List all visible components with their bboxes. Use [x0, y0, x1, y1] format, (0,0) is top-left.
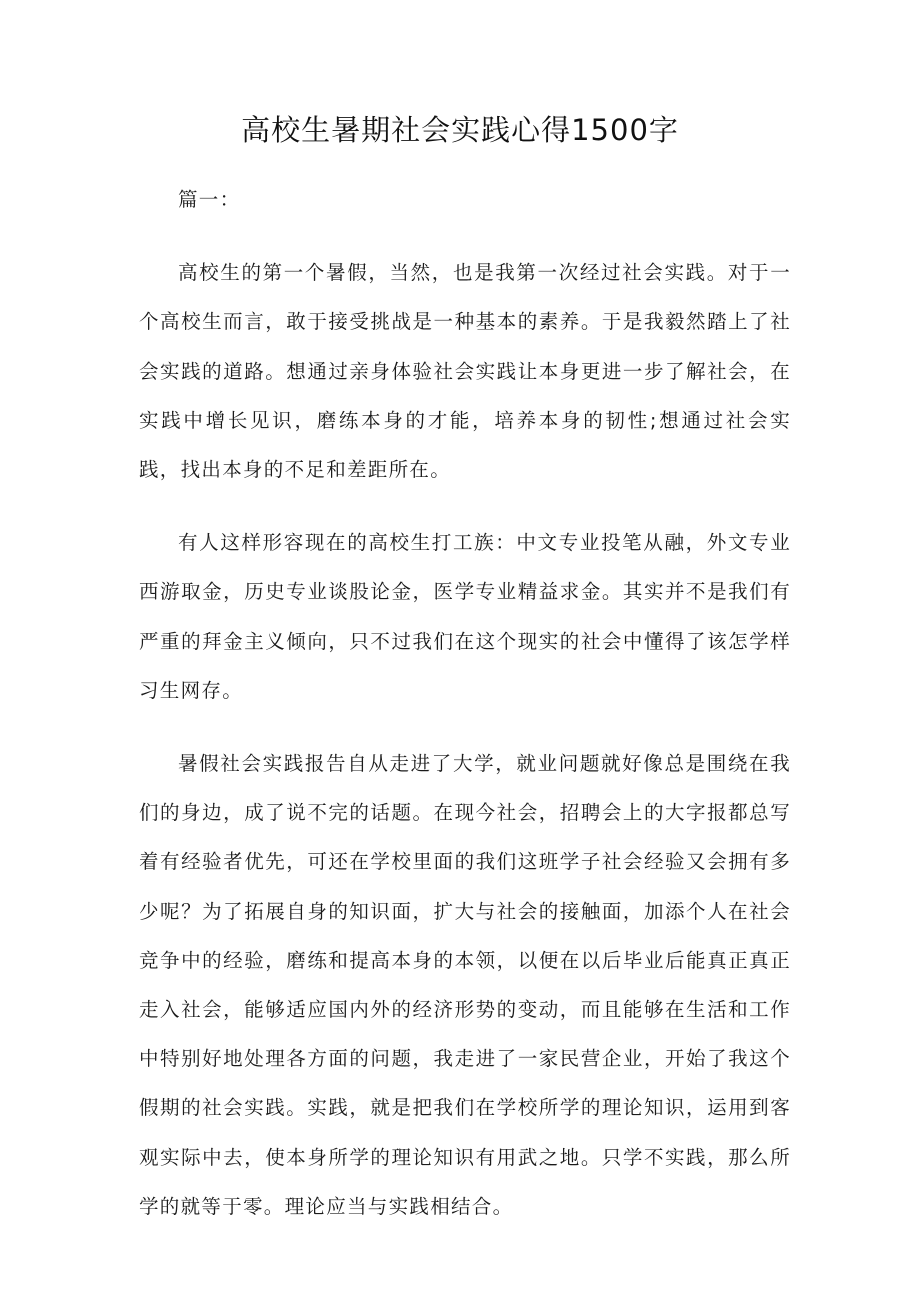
- paragraph: 高校生的第一个暑假，当然，也是我第一次经过社会实践。对于一个高校生而言，敢于接受挑战是一种基本的素养。于是我毅然踏上了社会实践的道路。想通过亲身体验社会实践让本身更进一步了解社会，在实践中增长见识，磨练本身的才能，培养本身的韧性;想通过社会实践，找出本身的不足和差距所在。: [139, 261, 791, 482]
- paragraph: 有人这样形容现在的高校生打工族：中文专业投笔从融，外文专业西游取金，历史专业谈股论金，医学专业精益求金。其实并不是我们有严重的拜金主义倾向，只不过我们在这个现实的社会中懂得了该怎学样习生网存。: [139, 531, 791, 702]
- paragraph: 暑假社会实践报告自从走进了大学，就业问题就好像总是围绕在我们的身边，成了说不完的话题。在现今社会，招聘会上的大字报都总写着有经验者优先，可还在学校里面的我们这班学子社会经验又会拥有多少呢？为了拓展自身的知识面，扩大与社会的接触面，加添个人在社会竞争中的经验，磨练和提高本身的本领，以便在以后毕业后能真正真正走入社会，能够适应国内外的经济形势的变动，而且能够在生活和工作中特别好地处理各方面的问题，我走进了一家民营企业，开始了我这个假期的社会实践。实践，就是把我们在学校所学的理论知识，运用到客观实际中去，使本身所学的理论知识有用武之地。只学不实践，那么所学的就等于零。理论应当与实践相结合。: [139, 752, 791, 1218]
- document-title: 高校生暑期社会实践心得1500字: [241, 113, 679, 147]
- section-label: 篇一：: [178, 188, 241, 211]
- document-body: [139, 175, 791, 1255]
